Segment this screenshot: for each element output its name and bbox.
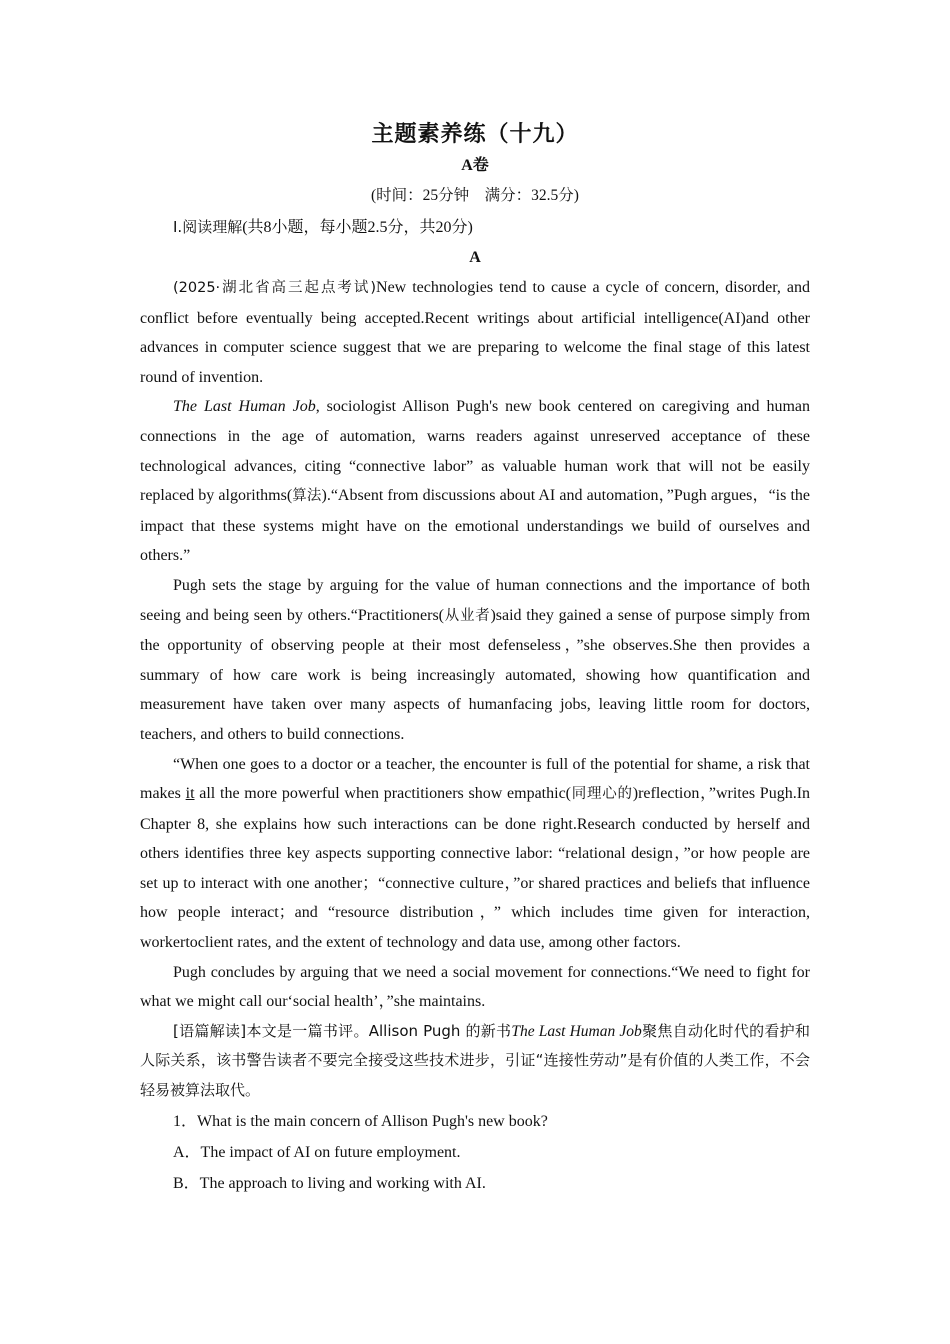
page-title: 主题素养练（十九）	[371, 122, 579, 147]
document-page	[140, 118, 810, 1199]
question-1-stem: 1．What is the main concern of Allison Pugh's new book?	[173, 1112, 548, 1130]
section-note: (共8小题，每小题2.5分，共20分)	[242, 219, 473, 236]
paragraph-2-text-b: ).“Absent from discussions about AI and automation，”Pugh argues，“is the impact that these systems might have on the emotional understandings we build of ourselves and others.”	[140, 487, 810, 565]
summary-text-a: 本文是一篇书评。Allison Pugh 的新书	[246, 1021, 512, 1040]
paragraph-4-text-c: )reflection，”writes Pugh.In Chapter 8, she explains how such interactions can be done right.Research conducted by herself and others identifies three key aspects supporting connective labor: “relational design，”or how people are set up to interact with one another；“connective culture，”or shared practices and beliefs that influence how people interact；and “resource distribution，” which includes time given for interaction, workertoclient rates, and the extent of technology and data use, among other factors.	[140, 785, 811, 952]
time-limit: (时间：25分钟 满分：32.5分)	[371, 187, 579, 204]
gloss-empathic: 同理心的	[571, 786, 633, 803]
section-heading	[140, 212, 810, 243]
paragraph-5: Pugh concludes by arguing that we need a social movement for connections.“We need to fight for what we might call our‘social health’，”she maintains.	[140, 963, 810, 1011]
question-1-option-a: A．The impact of AI on future employment.	[173, 1143, 461, 1161]
book-title: The Last Human Job	[173, 398, 316, 416]
paragraph-2	[140, 392, 810, 571]
paragraph-3-text-a: Pugh sets the stage by arguing for the value of human connections and the importance of both seeing and being seen by others.“Practitioners(	[140, 576, 810, 624]
section-label: Ⅰ.阅读理解	[173, 218, 243, 236]
summary-text-b: 聚焦自动化时代的看护和人际关系，该书警告读者不要完全接受这些技术进步，引证“连接性劳动”是有价值的人类工作，不会轻易被算法取代。	[140, 1021, 810, 1100]
paragraph-1	[140, 273, 810, 392]
paragraph-2-text-a: , sociologist Allison Pugh's new book centered on caregiving and human connections in the age of automation, warns readers against unreserved acceptance of these technological advances, citing “connective labor” as valuable human work that will not be easily replaced by algorithms(	[140, 398, 811, 505]
paragraph-1-text: New technologies tend to cause a cycle of concern, disorder, and conflict before eventually being accepted.Recent writings about artificial intelligence(AI)and other advances in computer science suggest that we are preparing to welcome the final stage of this latest round of invention.	[140, 279, 811, 386]
summary-paragraph	[140, 1017, 810, 1106]
paragraph-3	[140, 571, 810, 750]
passage-label: A	[469, 249, 481, 266]
paragraph-4-text-b: all the more powerful when practitioners show empathic(	[194, 785, 572, 803]
gloss-practitioners: 从业者	[444, 607, 491, 624]
source-note: (2025·湖北省高三起点考试)	[173, 280, 377, 296]
summary-book-title: The Last Human Job	[511, 1022, 642, 1040]
underlined-word: it	[185, 785, 195, 803]
paragraph-3-text-b: )said they gained a sense of purpose simply from the opportunity of observing people at their most defenseless，”she observes.She then provides a summary of how care work is being increasingly automated, showing how quantification and measurement have taken over many aspects of humanfacing jobs, leaving little room for doctors, teachers, and others to build connections.	[140, 606, 811, 743]
question-1-option-b: B．The approach to living and working with AI.	[173, 1174, 486, 1192]
gloss-algorithms: 算法	[292, 488, 322, 505]
volume-label: A卷	[461, 157, 489, 174]
paragraph-4-text-a: “When one goes to a doctor or a teacher, the encounter is full of the potential for shame, a risk that makes	[140, 755, 810, 803]
summary-tag: [语篇解读]	[173, 1021, 247, 1040]
paragraph-4	[140, 750, 810, 958]
